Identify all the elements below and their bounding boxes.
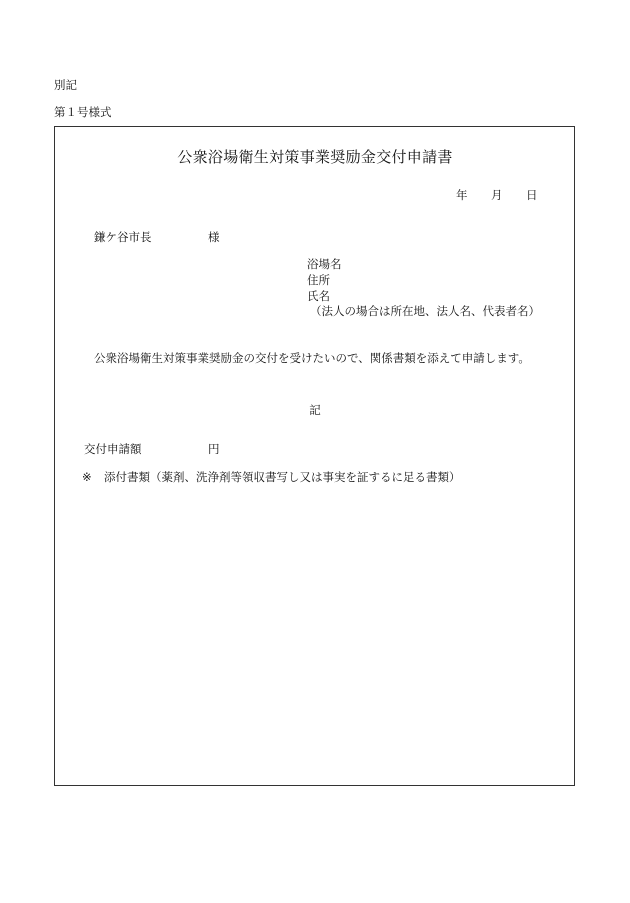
annex-label: 別記: [54, 78, 77, 92]
bathhouse-name-label: 浴場名: [307, 257, 342, 271]
honorific: 様: [208, 230, 220, 244]
application-statement: 公衆浴場衛生対策事業奨励金の交付を受けたいので、関係書類を添えて申請します。: [94, 351, 530, 365]
corporation-note: （法人の場合は所在地、法人名、代表者名）: [310, 304, 540, 318]
date-year-label: 年: [456, 188, 468, 202]
attachments-note: 添付書類（薬剤、洗浄剤等領収書写し又は事実を証するに足る書類）: [104, 470, 461, 484]
date-day-label: 日: [526, 188, 538, 202]
date-month-label: 月: [491, 188, 503, 202]
note-mark: ※: [82, 470, 92, 484]
form-number: 第１号様式: [54, 105, 112, 119]
ki-heading: 記: [309, 403, 321, 417]
amount-unit: 円: [208, 442, 220, 456]
address-label: 住所: [307, 273, 330, 287]
name-label: 氏名: [307, 289, 330, 303]
form-title: 公衆浴場衛生対策事業奨励金交付申請書: [177, 148, 453, 166]
addressee: 鎌ケ谷市長: [94, 230, 152, 244]
amount-label: 交付申請額: [84, 442, 142, 456]
